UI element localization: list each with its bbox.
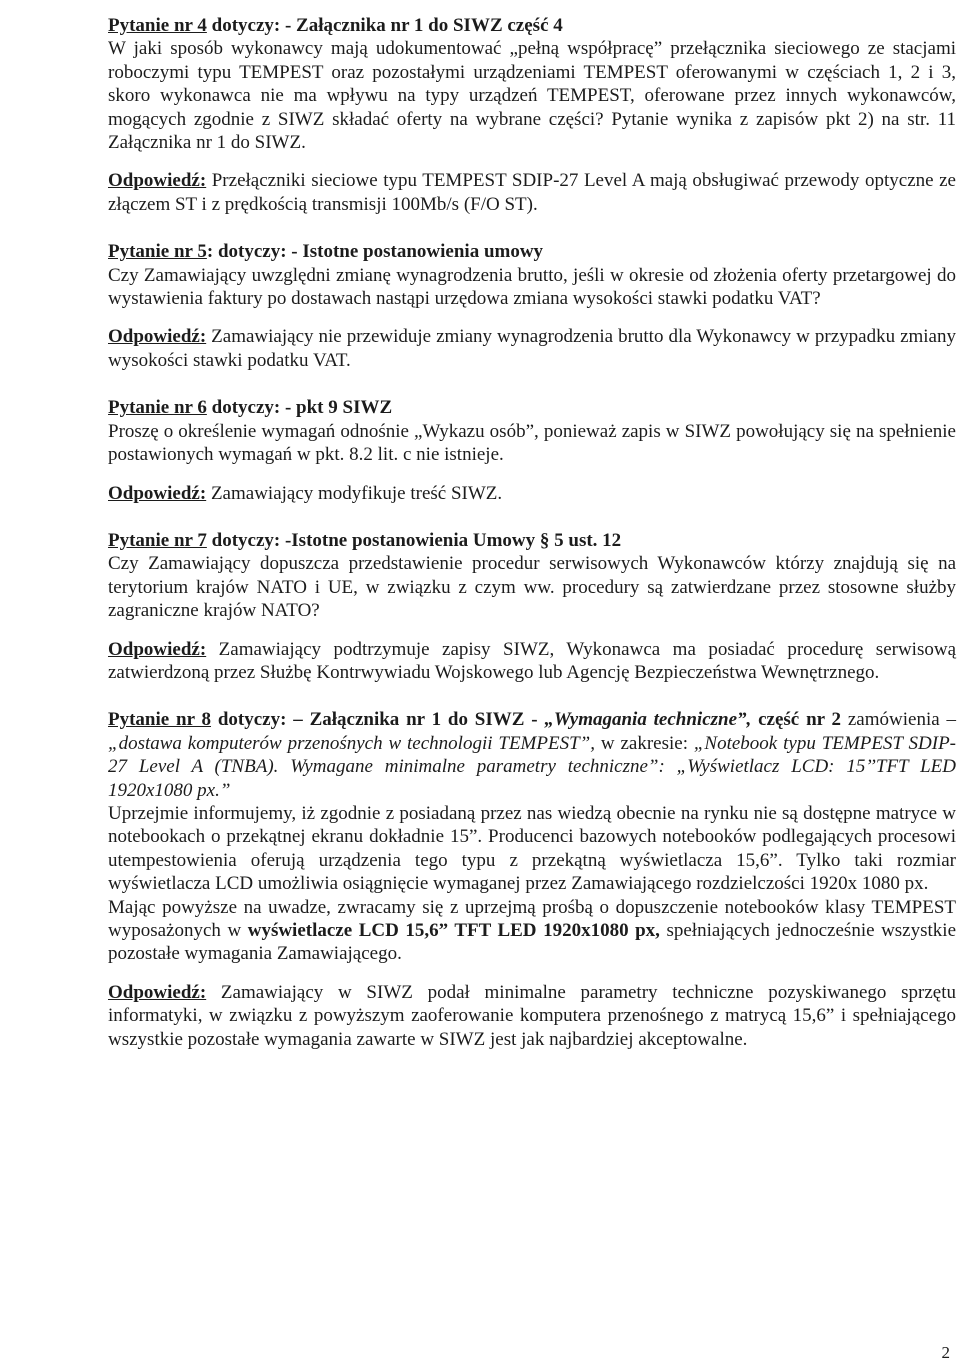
- question-7-text: Czy Zamawiający dopuszcza przedstawienie procedur serwisowych Wykonawców którzy znajdują się na terytorium krajów NATO i UE, w związku z czym ww. procedury są zatwierdzane przez stosowne służby zagraniczne krajów NATO?: [108, 553, 956, 622]
- question-6: [108, 396, 956, 466]
- answer-4-tag: Odpowiedź:: [108, 170, 207, 192]
- question-8-p1-a: zamówienia –: [847, 709, 956, 731]
- question-8-p3-a: Mając powyższe na uwadze, zwracamy się z uprzejmą prośbą o dopuszczenie notebooków klasy TEMPEST wyposażonych w: [108, 896, 956, 941]
- question-8-heading-end: część nr 2: [751, 709, 842, 731]
- question-8-heading-italic: „Wymagania techniczne”,: [544, 709, 752, 731]
- question-4-heading: dotyczy: - Załącznika nr 1 do SIWZ część 4: [206, 15, 563, 36]
- question-5-text: Czy Zamawiający uwzględni zmianę wynagrodzenia brutto, jeśli w okresie od złożenia oferty przetargowej do wystawienia faktury po dostawach nastąpi urzędowa zmiana wysokości stawki podatku VAT?: [108, 264, 956, 310]
- question-5-tag: Pytanie nr 5: [108, 241, 207, 263]
- question-6-text: Proszę o określenie wymagań odnośnie „Wykazu osób”, ponieważ zapis w SIWZ powołujący się na spełnienie postawionych wymagań w pkt. 8.2 lit. c nie istnieje.: [108, 420, 956, 466]
- question-5: [108, 240, 956, 310]
- question-7-tag: Pytanie nr 7: [108, 529, 207, 551]
- answer-8-tag: Odpowiedź:: [108, 981, 207, 1003]
- question-6-tag: Pytanie nr 6: [108, 397, 207, 419]
- answer-5-text: Zamawiający nie przewiduje zmiany wynagrodzenia brutto dla Wykonawcy w przypadku zmiany wysokości stawki podatku VAT.: [108, 326, 956, 371]
- answer-7-text: Zamawiający podtrzymuje zapisy SIWZ, Wykonawca ma posiadać procedurę serwisową zatwierdzoną przez Służbę Kontrwywiadu Wojskowego lub Agencję Bezpieczeństwa Wewnętrznego.: [108, 638, 956, 683]
- question-7-heading: dotyczy: -Istotne postanowienia Umowy § 5 ust. 12: [206, 529, 622, 551]
- page-number: 2: [941, 1343, 950, 1362]
- answer-6: [108, 482, 956, 505]
- answer-8-text: Zamawiający w SIWZ podał minimalne parametry techniczne pozyskiwanego sprzętu informatyki, w związku z powyższym zaoferowanie komputera przenośnego z matrycą 15,6” i spełniającego wszystkie pozostałe wymagania zawarte w SIWZ jest jak najbardziej akceptowalne.: [108, 981, 956, 1050]
- answer-4-text: Przełączniki sieciowe typu TEMPEST SDIP-27 Level A mają obsługiwać przewody optyczne ze złączem ST i z prędkością transmisji 100Mb/s (F/O ST).: [108, 170, 956, 215]
- question-8-paragraph-2: Uprzejmie informujemy, iż zgodnie z posiadaną przez nas wiedzą obecnie na rynku nie są dostępne matryce w notebookach o przekątnej ekranu dokładnie 15”. Producenci bazowych notebooków podlegających procesowi utempestowienia oferują urządzenia tego typu z przekątną wyświetlacza 15,6”. Tylko taki rozmiar wyświetlacza LCD umożliwia osiągnięcie wymaganej przez Zamawiającego rozdzielczości 1920x 1080 px.: [108, 802, 956, 895]
- question-8-p1-italic-b: „Notebook typu TEMPEST SDIP-27 Level A (TNBA). Wymagane minimalne parametry techniczne”: „Wyświetlacz LCD: 15’’TFT LED 1920x1080 px.”: [108, 732, 957, 801]
- question-8-p1-b: w zakresie:: [594, 732, 694, 754]
- answer-8: [108, 981, 956, 1051]
- question-4: [108, 14, 956, 154]
- question-6-heading: dotyczy: - pkt 9 SIWZ: [206, 397, 393, 419]
- answer-6-text: Zamawiający modyfikuje treść SIWZ.: [206, 482, 503, 504]
- answer-6-tag: Odpowiedź:: [108, 482, 207, 504]
- document-page: [108, 14, 956, 1051]
- answer-5-tag: Odpowiedź:: [108, 326, 207, 348]
- question-5-heading: : dotyczy: - Istotne postanowienia umowy: [206, 241, 544, 263]
- question-8: [108, 708, 956, 802]
- answer-4: [108, 169, 956, 216]
- question-4-tag: Pytanie nr 4: [108, 15, 207, 36]
- answer-5: [108, 325, 956, 372]
- question-8-p3-b: spełniających jednocześnie wszystkie pozostałe wymagania Zamawiającego.: [108, 920, 957, 965]
- question-4-text: W jaki sposób wykonawcy mają udokumentować „pełną współpracę” przełącznika sieciowego ze stacjami roboczymi typu TEMPEST oraz pozostałymi urządzeniami TEMPEST oferowanymi w częściach 1, 2 i 3, skoro wykonawca nie ma wpływu na typy urządzeń TEMPEST, oferowane przez innych wykonawców, mogących zgodnie z SIWZ składać oferty na wybrane części? Pytanie wynika z zapisów pkt 2) na str. 11 Załącznika nr 1 do SIWZ.: [108, 38, 956, 154]
- answer-7-tag: Odpowiedź:: [108, 638, 207, 660]
- question-8-p3-bold: wyświetlacze LCD 15,6” TFT LED 1920x1080 px,: [247, 920, 660, 941]
- question-7: [108, 529, 956, 623]
- question-8-tag: Pytanie nr 8: [108, 709, 212, 731]
- question-8-paragraph-3: [108, 896, 956, 966]
- answer-7: [108, 638, 956, 685]
- question-8-p1-italic-a: „dostawa komputerów przenośnych w technologii TEMPEST”,: [108, 732, 595, 754]
- question-8-heading: dotyczy: – Załącznika nr 1 do SIWZ -: [211, 709, 545, 731]
